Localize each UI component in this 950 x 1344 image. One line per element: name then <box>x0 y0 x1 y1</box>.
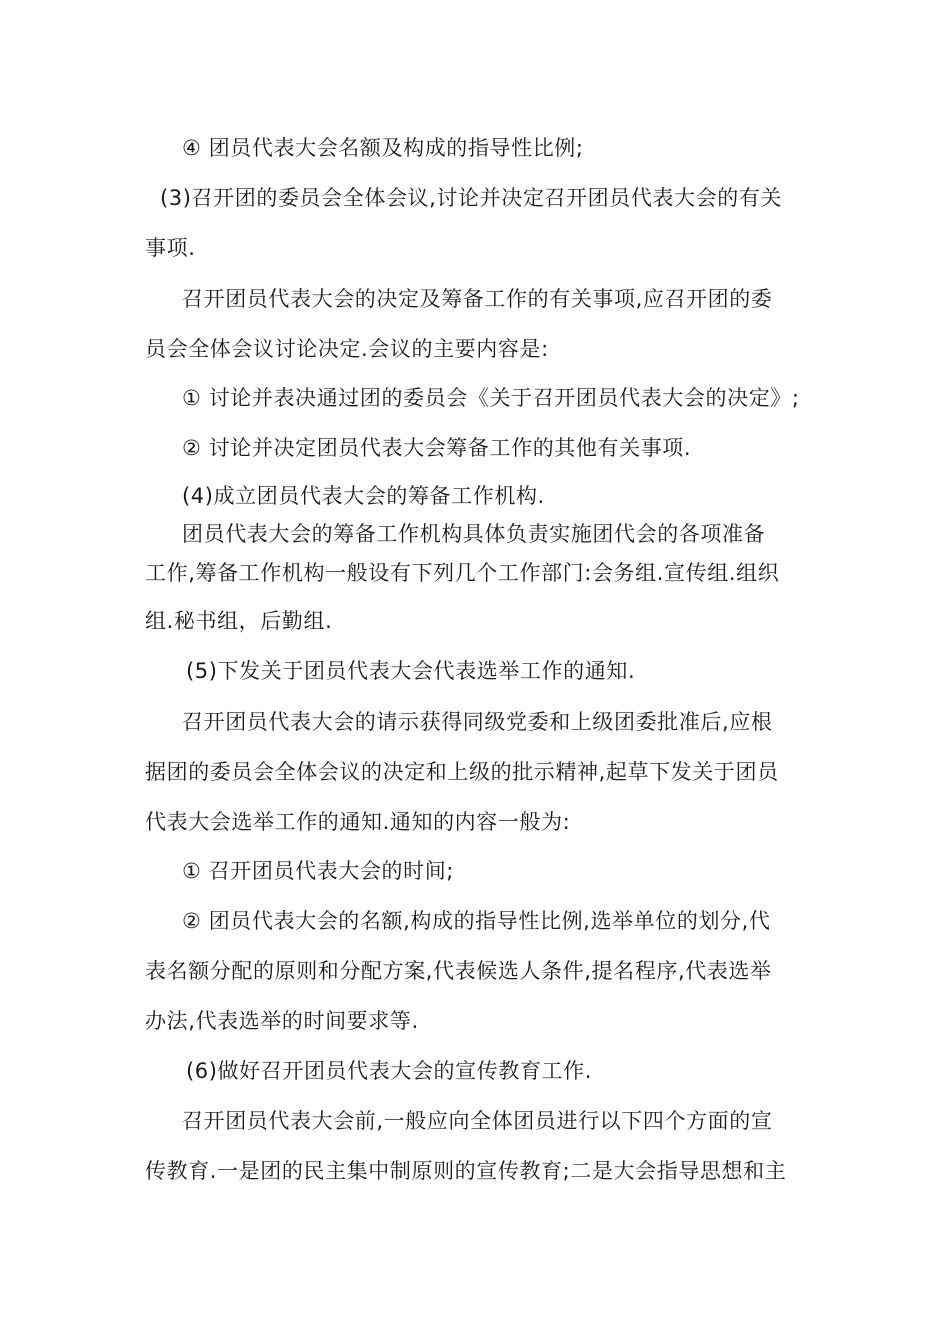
list-item-1: ① 讨论并表决通过团的委员会《关于召开团员代表大会的决定》; <box>182 386 800 410</box>
paragraph-line: 表名额分配的原则和分配方案,代表候选人条件,提名程序,代表选举 <box>145 959 772 983</box>
section-heading-3: (3)召开团的委员会全体会议,讨论并决定召开团员代表大会的有关 <box>160 186 783 210</box>
paragraph-line: 员会全体会议讨论决定.会议的主要内容是: <box>145 337 549 361</box>
section-heading-5: (5)下发关于团员代表大会代表选举工作的通知. <box>186 659 636 683</box>
paragraph-line: 办法,代表选举的时间要求等. <box>145 1009 419 1033</box>
section-heading-4: (4)成立团员代表大会的筹备工作机构. <box>182 484 545 508</box>
paragraph-line: 代表大会选举工作的通知.通知的内容一般为: <box>145 810 571 834</box>
paragraph-line: 据团的委员会全体会议的决定和上级的批示精神,起草下发关于团员 <box>145 760 779 784</box>
paragraph-line: 传教育.一是团的民主集中制原则的宣传教育;二是大会指导思想和主 <box>145 1159 787 1183</box>
paragraph-line: 召开团员代表大会的请示获得同级党委和上级团委批准后,应根 <box>182 710 773 734</box>
list-item-2: ② 团员代表大会的名额,构成的指导性比例,选举单位的划分,代 <box>182 909 771 933</box>
paragraph-line: 事项. <box>145 236 196 260</box>
paragraph-line: 召开团员代表大会前,一般应向全体团员进行以下四个方面的宣 <box>182 1109 773 1133</box>
list-item-4: ④ 团员代表大会名额及构成的指导性比例; <box>182 136 584 160</box>
list-item-2: ② 讨论并决定团员代表大会筹备工作的其他有关事项. <box>182 436 692 460</box>
paragraph-line: 工作,筹备工作机构一般设有下列几个工作部门:会务组.宣传组.组织 <box>145 561 780 585</box>
paragraph-line: 召开团员代表大会的决定及筹备工作的有关事项,应召开团的委 <box>182 287 773 311</box>
paragraph-line: 团员代表大会的筹备工作机构具体负责实施团代会的各项准备 <box>182 522 766 546</box>
paragraph-line: 组.秘书组，后勤组. <box>145 609 333 633</box>
section-heading-6: (6)做好召开团员代表大会的宣传教育工作. <box>186 1059 593 1083</box>
list-item-1: ① 召开团员代表大会的时间; <box>182 859 454 883</box>
